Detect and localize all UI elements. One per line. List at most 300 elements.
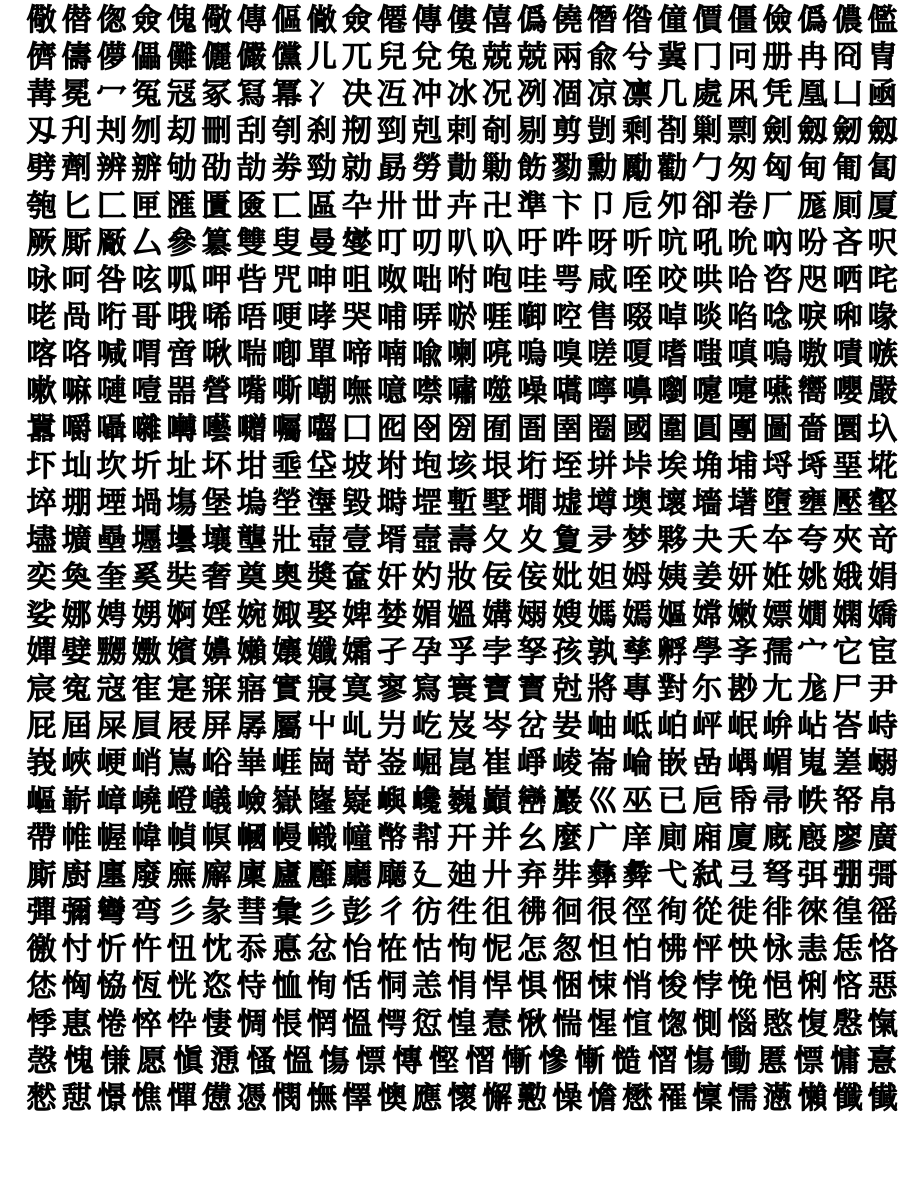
glyph: 愼 [173, 1043, 204, 1079]
glyph: 呟 [131, 262, 162, 298]
glyph: 哘 [96, 300, 127, 336]
glyph: 恙 [412, 969, 443, 1005]
glyph: 僣 [61, 2, 92, 38]
glyph: 剴 [587, 114, 618, 150]
glyph: 幔 [271, 820, 302, 856]
glyph: 囮 [376, 411, 407, 447]
glyph: 埖 [867, 448, 898, 484]
glyph: 匕 [61, 188, 92, 224]
glyph: 忤 [131, 932, 162, 968]
glyph: 寐 [201, 671, 232, 707]
glyph: 從 [692, 895, 723, 931]
glyph: 幎 [201, 820, 232, 856]
glyph: 咬 [657, 262, 688, 298]
glyph: 剪 [552, 114, 583, 150]
glyph: 廰 [376, 857, 407, 893]
glyph: 慍 [341, 1006, 372, 1042]
glyph: 慘 [538, 1043, 569, 1079]
glyph: 嬋 [26, 634, 57, 670]
glyph: 尨 [797, 671, 828, 707]
glyph: 呎 [867, 225, 898, 261]
glyph: 辨 [96, 151, 127, 187]
glyph: 吩 [797, 225, 828, 261]
glyph: 孺 [762, 634, 793, 670]
glyph: 叟 [271, 225, 302, 261]
glyph: 勹 [692, 151, 723, 187]
glyph: 嗚 [517, 337, 548, 373]
glyph: 孩 [552, 634, 583, 670]
glyph: 嗇 [797, 411, 828, 447]
glyph: 啜 [622, 300, 653, 336]
glyph: 帶 [26, 820, 57, 856]
glyph: 广 [587, 820, 618, 856]
glyph: 嵒 [692, 746, 723, 782]
glyph: 崢 [517, 746, 548, 782]
glyph: 準 [517, 188, 548, 224]
glyph: 叮 [376, 225, 407, 261]
glyph: 悁 [447, 969, 478, 1005]
glyph: 僊 [376, 2, 407, 38]
glyph: 慴 [465, 1043, 496, 1079]
glyph: 喞 [271, 337, 302, 373]
glyph: 宀 [797, 634, 828, 670]
glyph: 厠 [832, 188, 863, 224]
glyph: 懣 [762, 1081, 793, 1117]
glyph: 冤 [131, 76, 162, 112]
glyph: 媚 [412, 597, 443, 633]
glyph: 孛 [482, 634, 513, 670]
glyph: 囹 [412, 411, 443, 447]
glyph: 尅 [552, 671, 583, 707]
glyph: 憮 [306, 1081, 337, 1117]
glyph: 垳 [517, 448, 548, 484]
glyph: 嘲 [306, 374, 337, 410]
glyph: 姚 [797, 560, 828, 596]
glyph: 几 [657, 76, 688, 112]
glyph: 參 [166, 225, 197, 261]
glyph: 啣 [517, 300, 548, 336]
glyph: 寰 [447, 671, 478, 707]
glyph-row [24, 262, 900, 299]
glyph: 娉 [96, 597, 127, 633]
glyph: 嫋 [517, 597, 548, 633]
glyph: 娜 [61, 597, 92, 633]
glyph: 彖 [201, 895, 232, 931]
glyph: 吁 [517, 225, 548, 261]
glyph: 懊 [376, 1081, 407, 1117]
glyph: 勁 [306, 151, 337, 187]
glyph: 悋 [832, 969, 863, 1005]
glyph: 悍 [482, 969, 513, 1005]
glyph: 悗 [727, 969, 758, 1005]
glyph: 幇 [412, 820, 443, 856]
glyph: 嵋 [762, 746, 793, 782]
glyph-row [24, 1080, 900, 1117]
glyph: 嫦 [692, 597, 723, 633]
glyph: 孑 [376, 634, 407, 670]
glyph: 堝 [131, 486, 162, 522]
glyph: 憔 [131, 1081, 162, 1117]
glyph: 囎 [236, 411, 267, 447]
glyph: 壅 [797, 486, 828, 522]
glyph: 嫣 [622, 597, 653, 633]
glyph: 勵 [622, 151, 653, 187]
glyph: 怫 [657, 932, 688, 968]
glyph: 寤 [236, 671, 267, 707]
glyph: 峺 [96, 746, 127, 782]
glyph: 尢 [762, 671, 793, 707]
glyph: 廴 [412, 857, 443, 893]
glyph-row [24, 746, 900, 783]
glyph: 慊 [100, 1043, 131, 1079]
glyph: 恣 [201, 969, 232, 1005]
glyph: 娚 [131, 597, 162, 633]
glyph: 燮 [341, 225, 372, 261]
glyph: 彜 [622, 857, 653, 893]
glyph: 幟 [306, 820, 337, 856]
glyph: 啝 [832, 300, 863, 336]
glyph: 嚼 [61, 411, 92, 447]
glyph: 嬲 [96, 634, 127, 670]
glyph: 勞 [412, 151, 443, 187]
glyph: 屁 [26, 709, 57, 745]
glyph: 壼 [412, 523, 443, 559]
glyph: 恬 [341, 969, 372, 1005]
glyph: 悸 [26, 1006, 57, 1042]
glyph: 傳 [236, 2, 267, 38]
glyph: 廨 [201, 857, 232, 893]
glyph: 奚 [131, 560, 162, 596]
glyph: 愀 [517, 1006, 548, 1042]
glyph: 營 [201, 374, 232, 410]
glyph: 峭 [131, 746, 162, 782]
glyph: 恟 [61, 969, 92, 1005]
glyph: 寳 [517, 671, 548, 707]
glyph: 彳 [376, 895, 407, 931]
glyph: 儼 [236, 39, 267, 75]
glyph: 匳 [236, 188, 267, 224]
glyph: 墮 [762, 486, 793, 522]
glyph: 懦 [727, 1081, 758, 1117]
glyph-row [24, 188, 900, 225]
glyph: 悚 [587, 969, 618, 1005]
glyph: 嫩 [727, 597, 758, 633]
glyph: 孰 [587, 634, 618, 670]
glyph: 呰 [236, 262, 267, 298]
glyph: 實 [271, 671, 302, 707]
glyph: 嚆 [552, 374, 583, 410]
glyph: 址 [166, 448, 197, 484]
glyph: 囈 [201, 411, 232, 447]
glyph: 匐 [867, 151, 898, 187]
glyph: 僖 [482, 2, 513, 38]
glyph: 冋 [727, 39, 758, 75]
glyph: 冓 [26, 76, 57, 112]
glyph: 恪 [867, 932, 898, 968]
glyph: 寃 [61, 671, 92, 707]
glyph: 慱 [392, 1043, 423, 1079]
glyph: 匍 [832, 151, 863, 187]
glyph: 呻 [306, 262, 337, 298]
glyph: 塢 [236, 486, 267, 522]
glyph: 恊 [96, 969, 127, 1005]
glyph: 劔 [867, 114, 898, 150]
glyph: 孳 [622, 634, 653, 670]
glyph: 嵳 [832, 746, 863, 782]
glyph: 卆 [341, 188, 372, 224]
glyph: 慯 [684, 1043, 715, 1079]
glyph: 崗 [306, 746, 337, 782]
glyph: 毀 [341, 486, 372, 522]
glyph: 囃 [131, 411, 162, 447]
glyph: 坡 [341, 448, 372, 484]
glyph: 奠 [236, 560, 267, 596]
glyph: 嘛 [61, 374, 92, 410]
glyph: 娥 [832, 560, 863, 596]
glyph: 刪 [201, 114, 232, 150]
glyph: 姨 [657, 560, 688, 596]
glyph-row [24, 114, 900, 151]
glyph: 囓 [306, 411, 337, 447]
glyph: 嶬 [201, 783, 232, 819]
glyph: 嚶 [832, 374, 863, 410]
glyph: 慓 [793, 1043, 824, 1079]
glyph: 徨 [832, 895, 863, 931]
glyph: 奢 [201, 560, 232, 596]
glyph: 墸 [727, 486, 758, 522]
glyph: 很 [587, 895, 618, 931]
glyph: 垈 [306, 448, 337, 484]
glyph: 廬 [271, 857, 302, 893]
glyph: 甸 [797, 151, 828, 187]
glyph: 决 [341, 76, 372, 112]
glyph: 咨 [762, 262, 793, 298]
glyph: 嗄 [622, 337, 653, 373]
glyph: 凰 [797, 76, 828, 112]
glyph: 壻 [376, 523, 407, 559]
glyph: 墹 [517, 486, 548, 522]
glyph: 徼 [26, 932, 57, 968]
glyph: 姜 [692, 560, 723, 596]
glyph: 嚮 [797, 374, 828, 410]
glyph: 唔 [236, 300, 267, 336]
glyph: 忰 [166, 1006, 197, 1042]
glyph: 吼 [692, 225, 723, 261]
glyph: 懴 [867, 1081, 898, 1117]
glyph: 咎 [96, 262, 127, 298]
glyph: 咏 [26, 262, 57, 298]
glyph: 尹 [867, 671, 898, 707]
glyph: 慝 [757, 1043, 788, 1079]
glyph: 嗟 [587, 337, 618, 373]
glyph: 僘 [306, 2, 337, 38]
glyph: 咥 [622, 262, 653, 298]
glyph: 咯 [61, 337, 92, 373]
glyph: 坩 [236, 448, 267, 484]
glyph: 帷 [61, 820, 92, 856]
glyph: 嫺 [797, 597, 828, 633]
glyph: 啻 [166, 337, 197, 373]
glyph: 嚊 [622, 374, 653, 410]
glyph: 匯 [166, 188, 197, 224]
glyph: 怱 [552, 932, 583, 968]
glyph: 兌 [412, 39, 443, 75]
glyph-row [24, 969, 900, 1006]
glyph: 悽 [201, 1006, 232, 1042]
glyph: 喇 [447, 337, 478, 373]
glyph: 喘 [236, 337, 267, 373]
glyph: 寉 [131, 671, 162, 707]
glyph: 夘 [657, 188, 688, 224]
glyph: 喙 [867, 300, 898, 336]
glyph: 嗤 [692, 337, 723, 373]
glyph: 冦 [166, 76, 197, 112]
glyph: 彙 [271, 895, 302, 931]
glyph: 剽 [727, 114, 758, 150]
glyph: 媾 [482, 597, 513, 633]
glyph: 囿 [482, 411, 513, 447]
glyph: 懆 [552, 1081, 583, 1117]
glyph: 斈 [727, 634, 758, 670]
glyph: 乢 [341, 709, 372, 745]
glyph: 剄 [376, 114, 407, 150]
glyph: 劒 [832, 114, 863, 150]
glyph: 呀 [587, 225, 618, 261]
glyph: 刳 [271, 114, 302, 150]
glyph: 厦 [867, 188, 898, 224]
glyph: 屹 [412, 709, 443, 745]
glyph: 岷 [727, 709, 758, 745]
glyph: 匏 [26, 188, 57, 224]
glyph: 彡 [306, 895, 337, 931]
glyph: 僉 [341, 2, 372, 38]
glyph: 嗹 [96, 374, 127, 410]
glyph: 嗾 [867, 337, 898, 373]
glyph: 凭 [762, 76, 793, 112]
glyph: 惡 [867, 969, 898, 1005]
glyph: 劍 [762, 114, 793, 150]
glyph: 哢 [412, 300, 443, 336]
glyph: 惧 [517, 969, 548, 1005]
glyph: 埓 [797, 448, 828, 484]
glyph: 埒 [762, 448, 793, 484]
glyph: 妝 [447, 560, 478, 596]
glyph: 卻 [692, 188, 723, 224]
glyph: 廛 [96, 857, 127, 893]
glyph: 剌 [447, 114, 478, 150]
glyph: 忻 [96, 932, 127, 968]
glyph: 憊 [201, 1081, 232, 1117]
glyph: 怐 [447, 932, 478, 968]
glyph: 僂 [447, 2, 478, 38]
glyph: 媼 [447, 597, 478, 633]
glyph: 埃 [657, 448, 688, 484]
glyph: 慂 [209, 1043, 240, 1079]
glyph: 剏 [341, 114, 372, 150]
glyph-row [24, 671, 900, 708]
glyph: 雙 [236, 225, 267, 261]
glyph: 弑 [692, 857, 723, 893]
glyph: 嵶 [867, 746, 898, 782]
glyph: 彗 [236, 895, 267, 931]
glyph: 埆 [692, 448, 723, 484]
glyph: 叨 [412, 225, 443, 261]
glyph: 冖 [96, 76, 127, 112]
glyph: 懶 [797, 1081, 828, 1117]
glyph: 專 [622, 671, 653, 707]
glyph: 噐 [166, 374, 197, 410]
glyph: 哈 [727, 262, 758, 298]
glyph: 惷 [482, 1006, 513, 1042]
glyph: 凉 [587, 76, 618, 112]
glyph: 嘶 [271, 374, 302, 410]
glyph: 墅 [482, 486, 513, 522]
glyph: 呵 [61, 262, 92, 298]
glyph: 壘 [96, 523, 127, 559]
glyph: 夂 [482, 523, 513, 559]
glyph: 圍 [657, 411, 688, 447]
glyph: 慚 [574, 1043, 605, 1079]
glyph: 帙 [797, 783, 828, 819]
glyph: 儖 [867, 2, 898, 38]
glyph: 恃 [236, 969, 267, 1005]
glyph: 囁 [96, 411, 127, 447]
glyph: 壥 [131, 523, 162, 559]
glyph-row [24, 523, 900, 560]
glyph: 僉 [131, 2, 162, 38]
glyph: 憫 [271, 1081, 302, 1117]
glyph: 彎 [96, 895, 127, 931]
glyph: 弸 [832, 857, 863, 893]
glyph: 儺 [166, 39, 197, 75]
glyph: 刹 [306, 114, 337, 150]
glyph: 怡 [341, 932, 372, 968]
glyph: 夲 [762, 523, 793, 559]
glyph: 劬 [166, 151, 197, 187]
glyph: 勳 [587, 151, 618, 187]
glyph: 罹 [657, 1081, 688, 1117]
glyph: 噎 [131, 374, 162, 410]
glyph: 嶼 [376, 783, 407, 819]
glyph: 懃 [517, 1081, 548, 1117]
glyph: 嚠 [657, 374, 688, 410]
glyph: 國 [622, 411, 653, 447]
glyph: 吶 [762, 225, 793, 261]
glyph: 惱 [727, 1006, 758, 1042]
glyph: 匈 [762, 151, 793, 187]
glyph: 懌 [341, 1081, 372, 1117]
glyph: 妣 [552, 560, 583, 596]
glyph: 弃 [517, 857, 548, 893]
glyph: 崑 [447, 746, 478, 782]
glyph: 單 [306, 337, 337, 373]
glyph: 哺 [376, 300, 407, 336]
glyph: 嶢 [131, 783, 162, 819]
glyph: 廳 [341, 857, 372, 893]
glyph: 悖 [692, 969, 723, 1005]
glyph: 妛 [552, 709, 583, 745]
glyph: 勗 [376, 151, 407, 187]
glyph-row [24, 151, 900, 188]
glyph-row [24, 485, 900, 522]
glyph: 儷 [201, 39, 232, 75]
glyph: 厰 [96, 225, 127, 261]
glyph: 冫 [306, 76, 337, 112]
glyph: 徘 [762, 895, 793, 931]
glyph: 丗 [412, 188, 443, 224]
glyph: 嵎 [727, 746, 758, 782]
glyph: 吮 [727, 225, 758, 261]
